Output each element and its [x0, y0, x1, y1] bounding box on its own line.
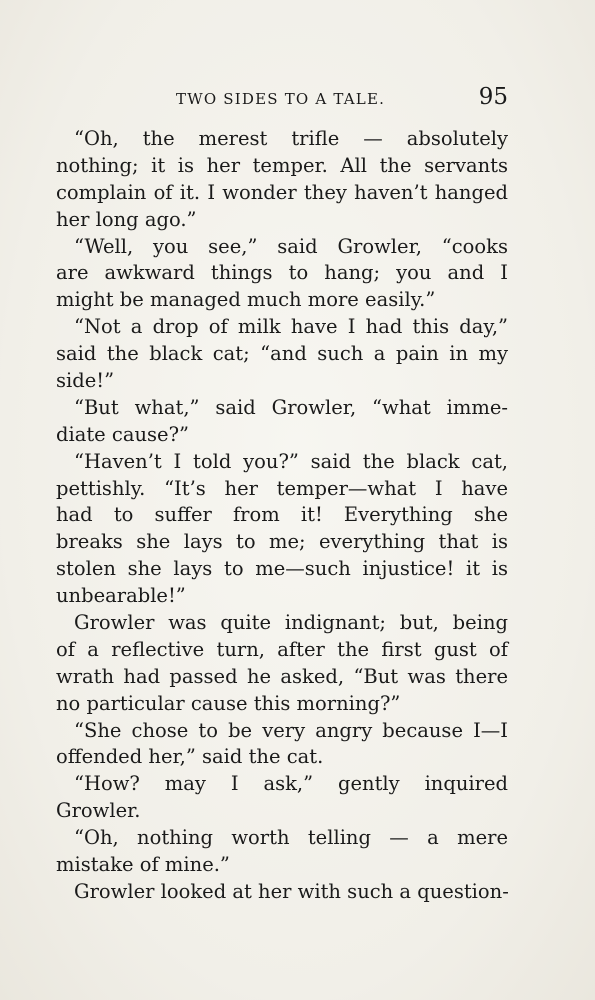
text-line: “How? may I ask,” gently inquired: [74, 772, 508, 796]
text-line: her long ago.”: [56, 207, 197, 231]
text-line: Growler looked at her with such a question-: [74, 879, 509, 903]
text-line: “Oh, nothing worth telling — a mere: [74, 826, 508, 850]
body-text: [56, 126, 508, 906]
text-line: of a reflective turn, after the first gust of: [56, 637, 508, 661]
text-line: offended her,” said the cat.: [56, 745, 324, 769]
text-line: complain of it. I wonder they haven’t hanged: [56, 180, 508, 204]
text-line: are awkward things to hang; you and I: [56, 261, 508, 285]
text-line: “Oh, the merest trifle — absolutely: [74, 127, 508, 150]
text-line: mistake of mine.”: [56, 853, 230, 877]
text-line: no particular cause this morning?”: [56, 691, 401, 715]
text-line: “Well, you see,” said Growler, “cooks: [74, 234, 508, 258]
text-line: Growler was quite indignant; but, being: [74, 611, 508, 635]
page-header: [56, 84, 508, 114]
text-line: said the black cat; “and such a pain in my: [56, 342, 508, 366]
text-line: wrath had passed he asked, “But was there: [56, 664, 508, 688]
running-title: TWO SIDES TO A TALE.: [176, 90, 386, 108]
text-line: had to suffer from it! Everything she: [56, 503, 508, 527]
text-line: diate cause?”: [56, 422, 189, 446]
text-line: “But what,” said Growler, “what imme-: [74, 395, 508, 419]
text-line: side!”: [56, 369, 115, 393]
text-line: might be managed much more easily.”: [56, 288, 436, 312]
text-line: breaks she lays to me; everything that is: [56, 530, 508, 554]
text-line: “Not a drop of milk have I had this day,”: [74, 315, 508, 339]
text-line: “Haven’t I told you?” said the black cat,: [74, 449, 508, 473]
page-number: 95: [478, 84, 508, 110]
text-line: Growler.: [56, 799, 141, 823]
text-line: nothing; it is her temper. All the servants: [56, 153, 508, 177]
text-line: “She chose to be very angry because I—I: [74, 718, 508, 742]
text-line: unbearable!”: [56, 584, 186, 608]
text-line: pettishly. “It’s her temper—what I have: [56, 476, 508, 500]
text-line: stolen she lays to me—such injustice! it is: [56, 557, 508, 581]
